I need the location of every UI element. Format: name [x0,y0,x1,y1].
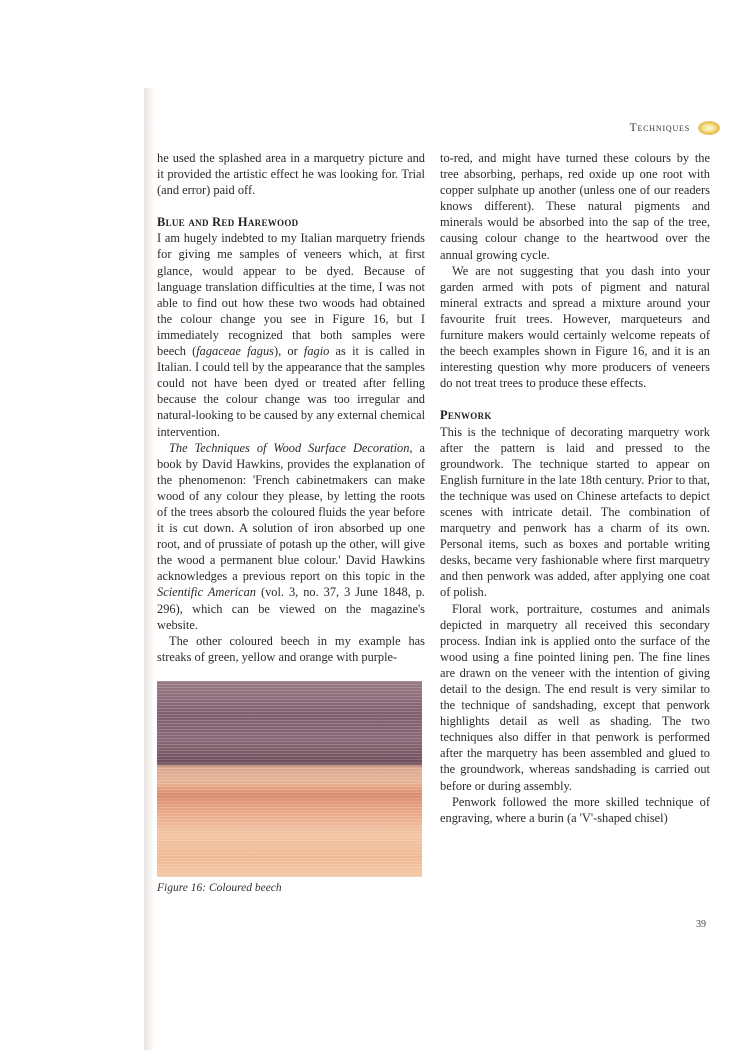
paragraph: The Techniques of Wood Surface Decoration, a book by David Hawkins, provides the explanation of the phenomenon: 'French cabinetmakers can make wood of any colour they please, by letting the roots of the trees absorb the coloured fluids the year before it is cut down. A solution of iron absorbed up one root, and of prussiate of potash up the other, will give the wood a permanent blue colour.' David Hawkins acknowledges a previous report on this topic in the Scientific American (vol. 3, no. 37, 3 June 1848, p. 296), which can be viewed on the magazine's website. [157,440,425,632]
running-head-title: Techniques [629,122,690,134]
section-heading-blue-red-harewood: Blue and Red Harewood [157,215,299,230]
book-title: The Techniques of Wood Surface Decoration [169,440,410,455]
left-column [157,150,425,665]
latin-name: fagaceae fagus [196,344,274,359]
paragraph: to-red, and might have turned these colours by the tree absorbing, perhaps, red oxide up one root with copper sulphate up another (unless one of our readers knows different). These natural pigments and minerals would be absorbed into the sap of the tree, causing colour change to the heartwood over the annual growing cycle. [440,151,710,262]
paragraph: Penwork followed the more skilled technique of engraving, where a burin (a 'V'-shaped chisel) [440,794,710,825]
figure-caption: Figure 16: Coloured beech [157,882,282,894]
book-gutter-shadow [144,88,154,1050]
page-number: 39 [696,919,706,930]
ornament-emblem-icon [698,121,720,135]
paragraph: I am hugely indebted to my Italian marquetry friends for giving me samples of veneers which, at first glance, would appear to be dyed. Because of language translation difficulties at the time, I was not able to find out how these two woods had obtained the colour change you see in Figure 16, but I immediately recognized that both samples were beech (fagaceae fagus), or fagio as it is called in Italian. I could tell by the appearance that the samples could not have been dyed or treated after felling because the colour change was too irregular and natural-looking to be caused by any external chemical intervention. [157,231,426,439]
magazine-title: Scientific American [157,585,256,600]
paragraph: This is the technique of decorating marquetry work after the pattern is laid and pressed to the groundwork. The technique started to appear on English furniture in the late 18th century. Prior to that, the technique was used on Chinese artefacts to depict scenes with intricate detail. The combination of marquetry and penwork has a charm of its own. Personal items, such as boxes and portable writing desks, became very fashionable where first marquetry and then penwork was added, after applying one coat of polish. [440,424,710,600]
figure-coloured-beech-image [157,681,422,877]
italian-name: fagio [303,344,330,359]
paragraph: Floral work, portraiture, costumes and animals depicted in marquetry all received this secondary process. Indian ink is applied onto the surface of the wood using a fine pointed lining pen. The fine lines are drawn on the veneer with the intention of giving detail to the design. The end result is very similar to the technique of sandshading, except that penwork highlights detail as well as shading. The two techniques also differ in that penwork is performed after the marquetry has been assembled and glued to the groundwork, whereas sandshading is carried out before or during assembly. [440,601,710,793]
paragraph: The other coloured beech in my example has streaks of green, yellow and orange with purple- [157,633,425,664]
right-column [440,150,710,826]
running-head [560,120,720,136]
paragraph: he used the splashed area in a marquetry picture and it provided the artistic effect he was looking for. Trial (and error) paid off. [157,151,425,198]
section-heading-penwork: Penwork [440,408,492,423]
paragraph: We are not suggesting that you dash into your garden armed with pots of pigment and natural mineral extracts and spread a mixture around your favourite fruit trees. However, marqueteurs and furniture makers would certainly welcome repeats of the beech examples shown in Figure 16, and it is an interesting question why more producers of veneers do not treat trees to produce these effects. [440,263,710,391]
